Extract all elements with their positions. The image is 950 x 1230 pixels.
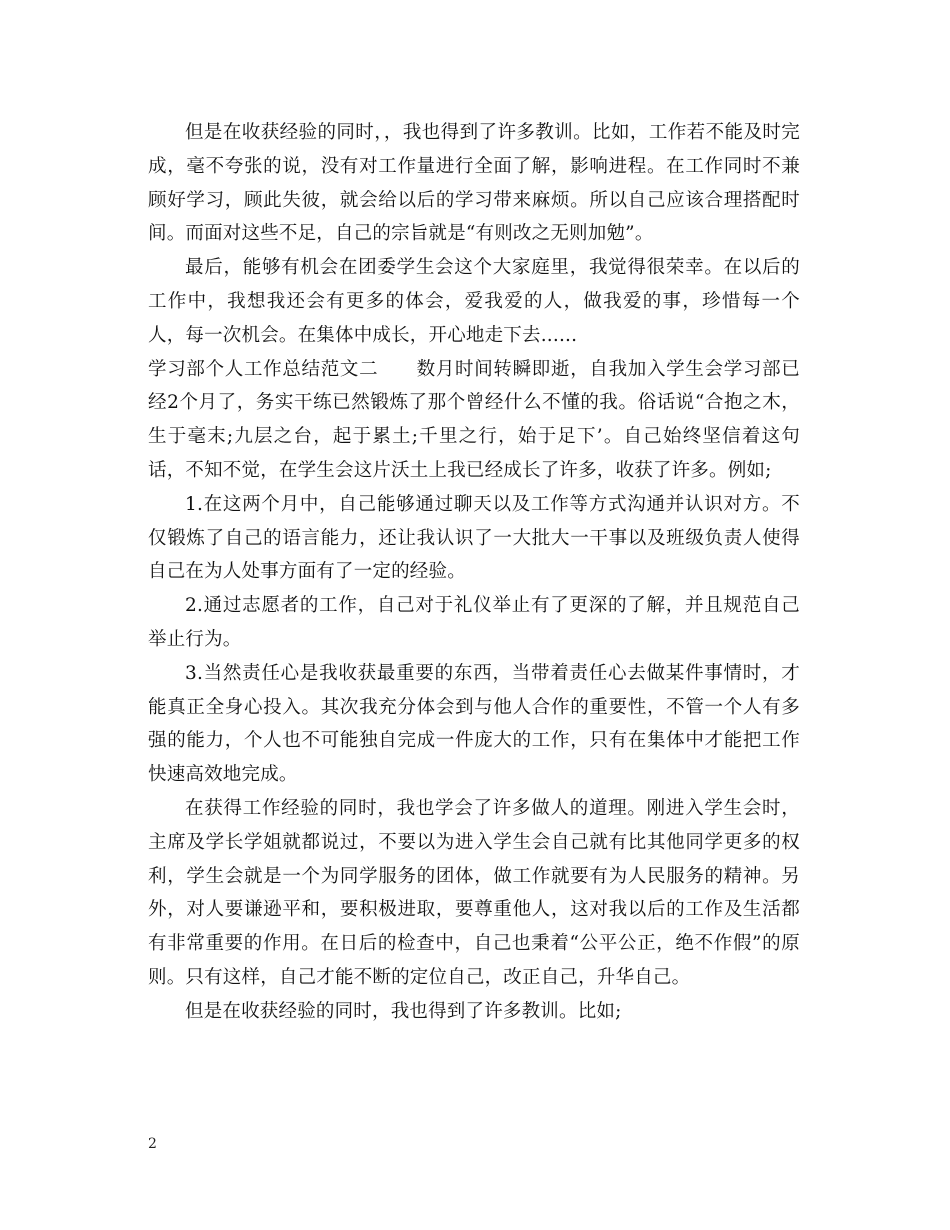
page-number: 2: [148, 1136, 157, 1152]
document-body: [148, 116, 800, 1029]
paragraph-summary-two-intro: 学习部个人工作总结范文二 数月时间转瞬即逝，自我加入学生会学习部已经2个月了，务实干练已然锻炼了那个曾经什么不懂的我。俗话说“合抱之木，生于毫末;九层之台，起于累土;千里之行，始于足下’。自己始终坚信着这句话，不知不觉，在学生会这片沃土上我已经成长了许多，收获了许多。例如;: [148, 358, 800, 481]
paragraph-item-2: 2.通过志愿者的工作，自己对于礼仪举止有了更深的了解，并且规范自己举止行为。: [148, 595, 800, 650]
paragraph-item-3: 3.当然责任心是我收获最重要的东西，当带着责任心去做某件事情时，才能真正全身心投入。其次我充分体会到与他人合作的重要性，不管一个人有多强的能力，个人也不可能独自完成一件庞大的工作，只有在集体中才能把工作快速高效地完成。: [148, 662, 800, 786]
paragraph-conclusion: 最后，能够有机会在团委学生会这个大家庭里，我觉得很荣幸。在以后的工作中，我想我还会有更多的体会，爱我爱的人，做我爱的事，珍惜每一个人，每一次机会。在集体中成长，开心地走下去......: [148, 257, 800, 346]
paragraph-lessons-2: 但是在收获经验的同时，我也得到了许多教训。比如;: [185, 1000, 622, 1022]
paragraph-item-1: 1.在这两个月中，自己能够通过聊天以及工作等方式沟通并认识对方。不仅锻炼了自己的语言能力，还让我认识了一大批大一干事以及班级负责人使得自己在为人处事方面有了一定的经验。: [148, 493, 800, 583]
paragraph-life-lessons: 在获得工作经验的同时，我也学会了许多做人的道理。刚进入学生会时，主席及学长学姐就都说过，不要以为进入学生会自己就有比其他同学更多的权利，学生会就是一个为同学服务的团体，做工作就要有为人民服务的精神。另外，对人要谦逊平和，要积极进取，要尊重他人，这对我以后的工作及生活都有非常重要的作用。在日后的检查中，自己也秉着“公平公正，绝不作假”的原则。只有这样，自己才能不断的定位自己，改正自己，升华自己。: [148, 797, 800, 988]
paragraph-lessons-1: 但是在收获经验的同时，，我也得到了许多教训。比如，工作若不能及时完成，毫不夸张的说，没有对工作量进行全面了解，影响进程。在工作同时不兼顾好学习，顾此失彼，就会给以后的学习带来麻烦。所以自己应该合理搭配时间。而面对这些不足，自己的宗旨就是“有则改之无则加勉”。: [148, 122, 800, 245]
